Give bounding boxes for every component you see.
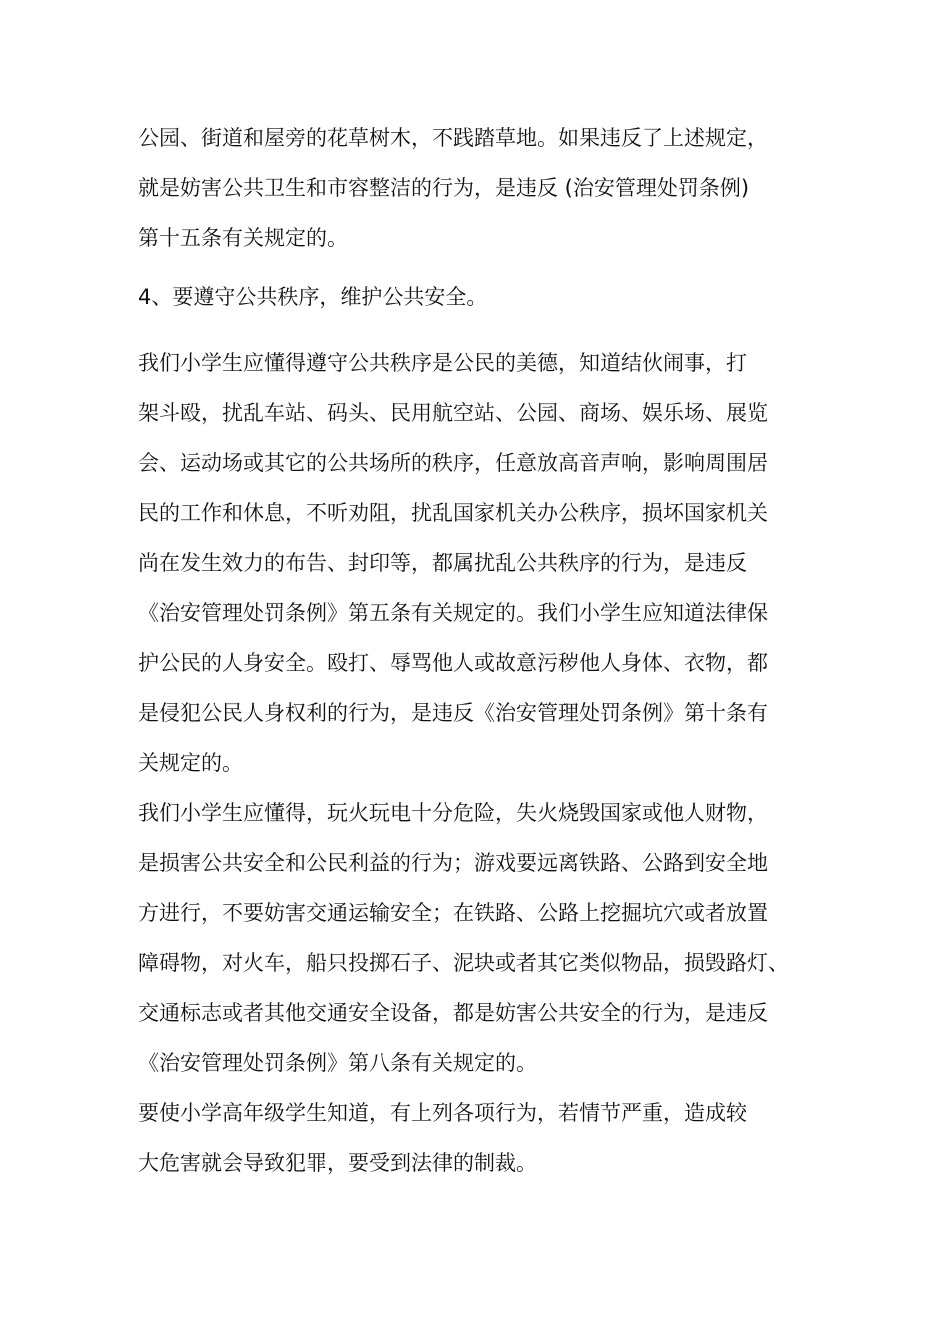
text-line-13: 关规定的。 xyxy=(138,751,243,775)
text-line-17: 障碍物，对火车，船只投掷石子、泥块或者其它类似物品，损毁路灯、 xyxy=(138,951,789,975)
text-line-5: 我们小学生应懂得遵守公共秩序是公民的美德，知道结伙闹事，打 xyxy=(138,351,747,375)
section-heading: 4、要遵守公共秩序，维护公共安全。 xyxy=(138,285,488,309)
text-line-10: 《治安管理处罚条例》第五条有关规定的。我们小学生应知道法律保 xyxy=(138,601,768,625)
text-line-6: 架斗殴，扰乱车站、码头、民用航空站、公园、商场、娱乐场、展览 xyxy=(138,401,768,425)
text-line-9: 尚在发生效力的布告、封印等，都属扰乱公共秩序的行为，是违反 xyxy=(138,551,747,575)
text-line-15: 是损害公共安全和公民利益的行为；游戏要远离铁路、公路到安全地 xyxy=(138,851,768,875)
text-line-1: 公园、街道和屋旁的花草树木，不践踏草地。如果违反了上述规定， xyxy=(138,126,768,150)
text-line-11: 护公民的人身安全。殴打、辱骂他人或故意污秽他人身体、衣物，都 xyxy=(138,651,768,675)
text-line-16: 方进行，不要妨害交通运输安全；在铁路、公路上挖掘坑穴或者放置 xyxy=(138,901,768,925)
text-line-19: 《治安管理处罚条例》第八条有关规定的。 xyxy=(138,1051,537,1075)
text-line-14: 我们小学生应懂得，玩火玩电十分危险，失火烧毁国家或他人财物， xyxy=(138,801,768,825)
text-line-8: 民的工作和休息，不听劝阻，扰乱国家机关办公秩序，损坏国家机关 xyxy=(138,501,768,525)
text-line-18: 交通标志或者其他交通安全设备，都是妨害公共安全的行为，是违反 xyxy=(138,1001,768,1025)
text-line-21: 大危害就会导致犯罪，要受到法律的制裁。 xyxy=(138,1151,537,1175)
text-line-12: 是侵犯公民人身权利的行为，是违反《治安管理处罚条例》第十条有 xyxy=(138,701,768,725)
text-line-7: 会、运动场或其它的公共场所的秩序，任意放高音声响，影响周围居 xyxy=(138,451,768,475)
text-line-20: 要使小学高年级学生知道，有上列各项行为，若情节严重，造成较 xyxy=(138,1101,747,1125)
text-line-3: 第十五条有关规定的。 xyxy=(138,226,348,250)
text-line-2: 就是妨害公共卫生和市容整洁的行为，是违反 (治安管理处罚条例) xyxy=(138,176,750,200)
